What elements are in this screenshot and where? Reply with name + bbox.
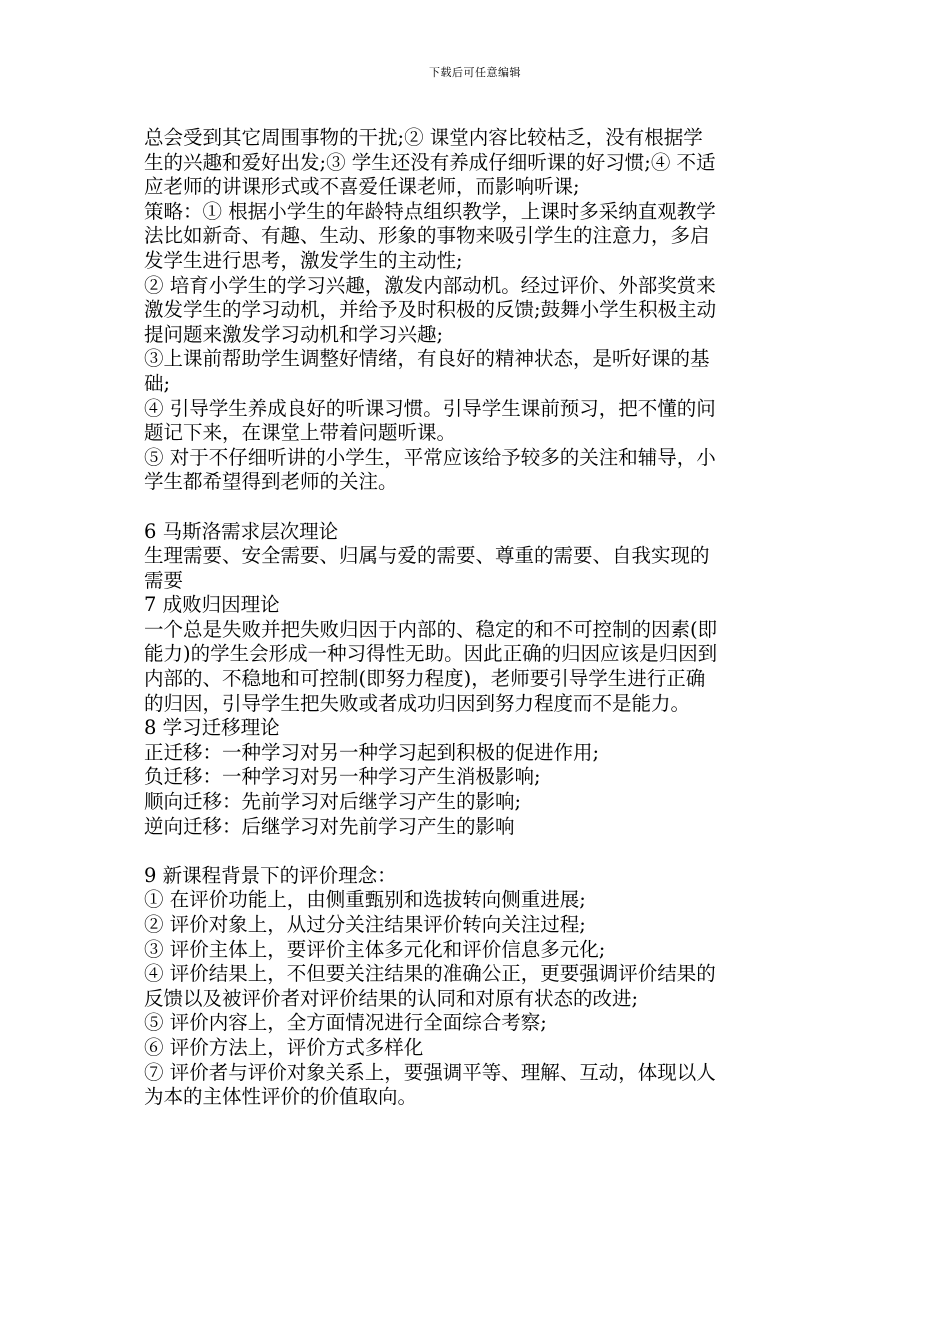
section-heading: 7 成败归因理论 [144,593,280,617]
text-line: 激发学生的学习动机，并给予及时积极的反馈;鼓舞小学生积极主动 [144,298,717,322]
text-line: 题记下来，在课堂上带着问题听课。 [144,421,457,445]
blank-line [144,495,814,520]
section-heading: 9 新课程背景下的评价理念： [144,863,397,887]
text-line: 能力)的学生会形成一种习得性无助。因此正确的归因应该是归因到 [144,642,718,666]
text-line: ④ 引导学生养成良好的听课习惯。引导学生课前预习，把不懂的问 [144,396,716,420]
text-line: 提问题来激发学习动机和学习兴趣; [144,322,444,346]
text-line: 反馈以及被评价者对评价结果的认同和对原有状态的改进; [144,986,639,1010]
text-line: 一个总是失败并把失败归因于内部的、稳定的和不可控制的因素(即 [144,617,718,641]
text-line: 总会受到其它周围事物的干扰;② 课堂内容比较枯乏，没有根据学 [144,126,703,149]
text-line: 为本的主体性评价的价值取向。 [144,1085,418,1109]
text-line: 负迁移：一种学习对另一种学习产生消极影响; [144,765,541,789]
text-line: ④ 评价结果上，不但要关注结果的准确公正，更要强调评价结果的 [144,962,716,986]
text-line: 生的兴趣和爱好出发;③ 学生还没有养成仔细听课的好习惯;④ 不适 [144,150,716,174]
page-header: 下载后可任意编辑 [429,66,521,79]
blank-line [144,839,814,864]
text-line: 生理需要、安全需要、归属与爱的需要、尊重的需要、自我实现的 [144,544,710,568]
text-line: ③上课前帮助学生调整好情绪，有良好的精神状态，是听好课的基 [144,347,710,371]
text-line: 础; [144,371,171,395]
text-line: 应老师的讲课形式或不喜爱任课老师，而影响听课; [144,175,580,199]
text-line: 法比如新奇、有趣、生动、形象的事物来吸引学生的注意力，多启 [144,224,710,248]
text-line: ② 评价对象上，从过分关注结果评价转向关注过程; [144,913,586,936]
document-body [144,126,814,1110]
text-line: ⑤ 对于不仔细听讲的小学生，平常应该给予较多的关注和辅导，小 [144,445,716,469]
section-heading: 8 学习迁移理论 [144,716,280,740]
text-line: ① 在评价功能上，由侧重甄别和选拔转向侧重进展; [144,888,586,912]
text-line: ⑥ 评价方法上，评价方式多样化 [144,1035,424,1059]
text-line: ⑦ 评价者与评价对象关系上，要强调平等、理解、互动，体现以人 [144,1060,716,1084]
text-line: ③ 评价主体上，要评价主体多元化和评价信息多元化; [144,937,606,961]
text-line: 顺向迁移：先前学习对后继学习产生的影响; [144,790,522,814]
text-line: 发学生进行思考，激发学生的主动性; [144,248,463,272]
text-line: 的归因，引导学生把失败或者成功归因到努力程度而不是能力。 [144,691,691,715]
text-line: ⑤ 评价内容上，全方面情况进行全面综合考察; [144,1011,547,1035]
section-heading: 6 马斯洛需求层次理论 [144,519,339,543]
text-line: 学生都希望得到老师的关注。 [144,470,398,494]
text-line: 策略：① 根据小学生的年龄特点组织教学，上课时多采纳直观教学 [144,199,716,223]
text-line: 正迁移：一种学习对另一种学习起到积极的促进作用; [144,740,600,764]
text-line: 内部的、不稳地和可控制(即努力程度)，老师要引导学生进行正确 [144,667,706,691]
text-line: 逆向迁移：后继学习对先前学习产生的影响 [144,814,515,838]
text-line: 需要 [144,568,184,592]
text-line: ② 培育小学生的学习兴趣，激发内部动机。经过评价、外部奖赏来 [144,273,716,297]
